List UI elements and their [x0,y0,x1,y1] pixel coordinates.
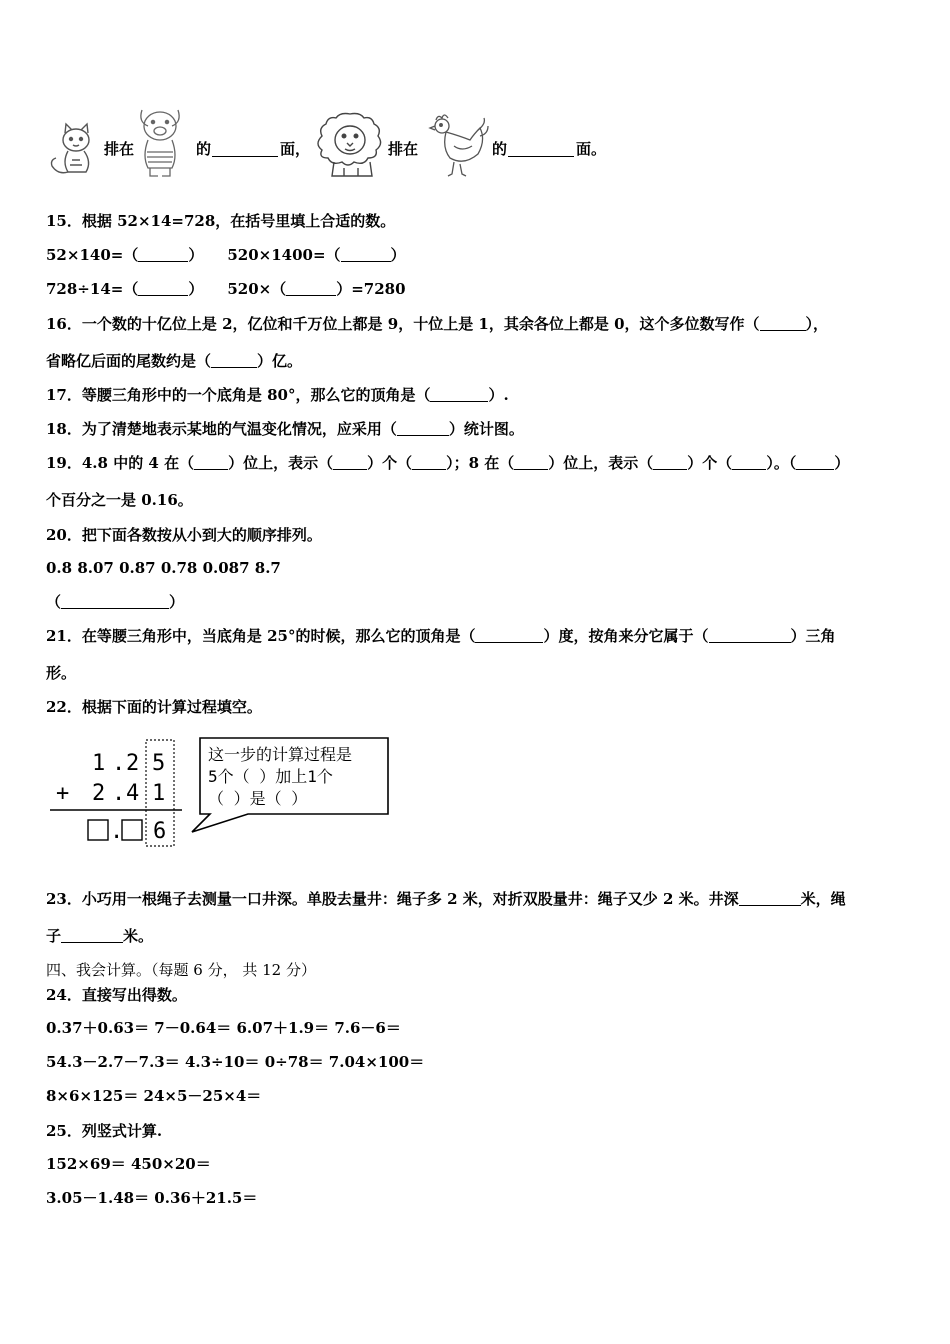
q18 [46,418,524,440]
q16-text-2: 省略亿后面的尾数约是（ [46,352,212,370]
q15-a-end: ） [188,246,204,264]
q14-blank-1[interactable] [212,140,278,157]
q16-blank-2[interactable] [211,351,257,368]
q15-blank-d[interactable] [286,279,336,296]
result-box-ones[interactable] [88,820,108,840]
row2-dot: . [112,781,126,806]
q16-text-end: ）， [805,315,829,333]
q19-p3: ）个（ [367,454,413,472]
q15-blank-b[interactable] [341,245,391,262]
q17-text: 17．等腰三角形中的一个底角是 80°，那么它的顶角是（ [46,386,431,404]
q15-c-end: ） [188,280,204,298]
q14-mian-1: 面， [280,140,311,158]
q15-title: 15．根据 52×14=728，在括号里填上合适的数。 [46,212,396,230]
q24-row-2: 54.3－2.7－7.3＝ 4.3÷10＝ 0÷78＝ 7.04×100＝ [46,1053,425,1071]
q16-line-1 [46,313,828,335]
q15-b-end: ） [390,246,406,264]
q22-title: 22．根据下面的计算过程填空。 [46,698,262,716]
q22-vertical-addition [50,734,400,852]
q19-line-1 [46,452,849,474]
row2-digit-tenths: 4 [126,781,140,806]
q19-p4: ）；8 在（ [446,454,515,472]
q20-close: ） [169,593,185,611]
q19-blank-5[interactable] [653,453,687,470]
result-box-tenths[interactable] [122,820,142,840]
q19-blank-2[interactable] [333,453,367,470]
row1-digit-tenths: 2 [126,751,140,776]
row2-digit-hundredths: 1 [152,781,166,806]
q18-text: 18．为了清楚地表示某地的气温变化情况，应采用（ [46,420,397,438]
q15-row-1 [46,244,406,266]
q17-end: ）. [488,386,509,404]
q21-p2: ）度，按角来分它属于（ [543,627,709,645]
q17-blank[interactable] [430,385,488,402]
q20-open: （ [46,593,62,611]
q16-line-2 [46,350,302,372]
q16-blank-1[interactable] [760,314,806,331]
q23-p2: 米，绳 [800,890,846,908]
q21-p1: 21．在等腰三角形中，当底角是 25°的时候，那么它的顶角是（ [46,627,476,645]
q19-p2: ）位上，表示（ [228,454,334,472]
q16-text-2-end: ）亿。 [257,352,303,370]
q21-blank-1[interactable] [475,626,543,643]
callout-line-1: 这一步的计算过程是 [208,745,353,764]
q19-blank-7[interactable] [796,453,834,470]
q25-title: 25．列竖式计算. [46,1122,163,1140]
q24-row-3: 8×6×125＝ 24×5－25×4＝ [46,1087,262,1105]
q14-pai-zai-1: 排在 [104,140,135,158]
q19-blank-3[interactable] [412,453,446,470]
row1-digit-hundredths: 5 [152,751,166,776]
q19-p8: ） [834,454,850,472]
q20-numbers: 0.8 8.07 0.87 0.78 0.087 8.7 [46,559,281,577]
q15-blank-c[interactable] [138,279,188,296]
q21-line-1 [46,625,836,647]
q19-p7: ）。（ [766,454,797,472]
section-4-title: 四、我会计算。（每题 6 分， 共 12 分） [46,961,316,979]
q19-blank-4[interactable] [514,453,548,470]
q19-p6: ）个（ [687,454,733,472]
q24-title: 24．直接写出得数。 [46,986,187,1004]
q19-blank-6[interactable] [732,453,766,470]
q18-blank[interactable] [397,419,449,436]
row1-dot: . [112,751,126,776]
q19-blank-1[interactable] [194,453,228,470]
q23-blank-2[interactable] [61,926,123,943]
callout-line-2: 5个（ ）加上1个 [208,767,333,786]
q20-answer [46,591,184,613]
piglet-icon [134,104,186,180]
q14-blank-2[interactable] [508,140,574,157]
q23-line2-end: 米。 [123,927,154,945]
row2-digit-ones: 2 [92,781,106,806]
q15-c: 728÷14=（ [46,280,139,298]
q21-line-2: 形。 [46,664,77,682]
q23-blank-1[interactable] [739,889,801,906]
lion-icon [314,110,386,180]
q24-row-1: 0.37＋0.63＝ 7－0.64＝ 6.07＋1.9＝ 7.6－6＝ [46,1019,401,1037]
q23-p1: 23．小巧用一根绳子去测量一口井深。单股去量井：绳子多 2 米，对折双股量井：绳子又少 2 米。井深 [46,890,739,908]
q19-p5: ）位上，表示（ [548,454,654,472]
q14-pai-zai-2: 排在 [388,140,419,158]
q19-line-2: 个百分之一是 0.16。 [46,491,193,509]
q23-line-2 [46,925,153,947]
plus-sign: + [56,781,70,806]
q23-line2-text: 子 [46,927,62,945]
result-digit-hundredths: 6 [153,819,167,844]
q15-blank-a[interactable] [138,245,188,262]
q14-de-2: 的 [492,140,508,158]
q21-p3: ）三角 [790,627,836,645]
q15-d: 520×（ [227,280,287,298]
hen-icon [424,110,490,180]
q15-row-2 [46,278,406,300]
result-dot: . [110,819,124,844]
q19-p1: 19．4.8 中的 4 在（ [46,454,195,472]
q20-blank[interactable] [61,592,169,609]
q15-b: 520×1400=（ [227,246,341,264]
q23-line-1 [46,888,846,910]
q18-end: ）统计图。 [448,420,524,438]
q14-de-1: 的 [196,140,212,158]
q15-a: 52×140=（ [46,246,139,264]
q14-mian-2: 面。 [576,140,607,158]
row1-digit-ones: 1 [92,751,106,776]
q21-blank-2[interactable] [709,626,791,643]
q17 [46,384,509,406]
q25-row-1: 152×69＝ 450×20＝ [46,1155,211,1173]
q25-row-2: 3.05－1.48＝ 0.36＋21.5＝ [46,1189,258,1207]
q16-text: 16．一个数的十亿位上是 2，亿位和千万位上都是 9，十位上是 1，其余各位上都是 0，这个多位数写作（ [46,315,760,333]
cat-icon [48,120,100,180]
q20-title: 20．把下面各数按从小到大的顺序排列。 [46,526,322,544]
callout-line-3: （ ）是（ ） [208,789,308,808]
q15-d-end: ）=7280 [336,280,406,298]
